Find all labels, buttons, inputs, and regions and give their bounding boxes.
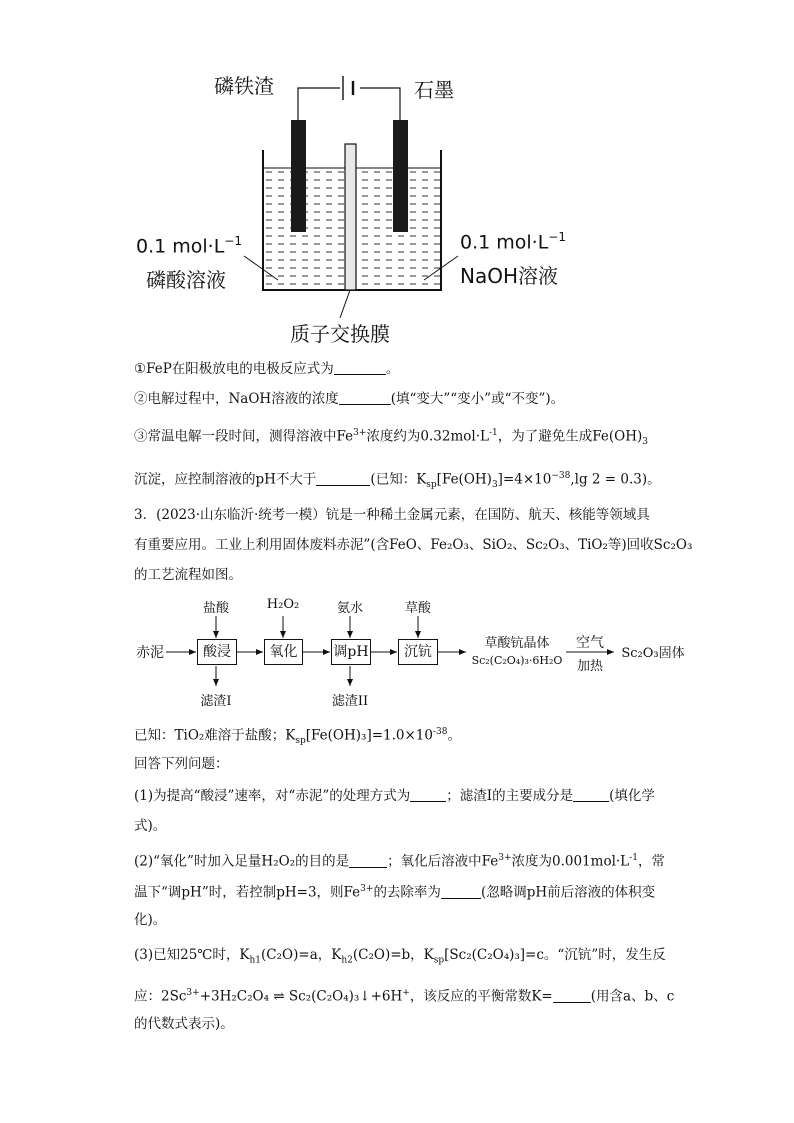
q3-answer-prompt: 回答下列问题： [134,756,229,772]
left-electrode [291,120,306,232]
right-solution-label: NaOH溶液 [460,264,558,288]
step-adjust-ph: 调pH [331,639,371,665]
answer-blank[interactable] [316,471,370,486]
answer-blank[interactable] [334,360,386,375]
right-concentration-label: 0.1 $mol\cdot L^{-1}$ [460,230,566,254]
answer-blank[interactable] [339,390,391,405]
q3-part3-line2: 应：$2Sc^{3+}+3H_2C_2O_4$ ⇌ Sc₂(C₂O₄)₃↓+6H+，该反应的平衡常数K= (用含a、b、c [134,988,675,1005]
q3-part3-line3: 的代数式表示)。 [134,1016,234,1032]
q3-part2-line3: 化)。 [134,912,167,928]
q3-part1-line2: 式)。 [134,818,167,834]
electrolysis-cell-drawing [0,0,794,340]
step-oxidation: 氧化 [264,639,303,665]
left-concentration-label: 0.1 $mol\cdot L^{-1}$ [136,234,242,258]
reagent-oxalic-acid: 草酸 [404,601,431,616]
reagent-hydrochloric-acid: 盐酸 [202,601,229,616]
left-solution-label: 磷酸溶液 [146,268,226,292]
answer-blank[interactable] [553,988,591,1003]
residue-2: 滤渣II [331,694,369,709]
step-scandium-precipitation: 沉钪 [398,639,438,665]
q3-part1-line1: (1)为提高“酸浸”速率，对“赤泥”的处理方式为 ；滤渣I的主要成分是 (填化学 [134,788,655,804]
crystal-name: 草酸钪晶体 [484,636,550,651]
right-electrode [393,120,408,232]
q2-sub1: ①FeP在阳极放电的电极反应式为 。 [134,361,400,377]
membrane-leader [340,290,350,318]
wire-right [360,88,400,120]
residue-1: 滤渣I [200,694,232,709]
answer-blank[interactable] [573,787,609,802]
q3-intro-line3: 的工艺流程如图。 [134,567,242,583]
q3-part2-line1: (2)“氧化”时加入足量H₂O₂的目的是 ；氧化后溶液中$Fe^{3+}$浓度为$0.001mol\cdot L^{-1}$，常 [134,853,665,870]
reagent-ammonia: 氨水 [336,601,363,616]
step-acid-leach: 酸浸 [197,639,237,665]
crystal-formula: Sc₂(C₂O₄)₃·6H₂O [471,654,563,667]
q3-part3-line1: (3)已知25℃时，$K_{h1}(C_2O)=a$，$K_{h2}(C_2O)=b$，$K_{sp}[Sc_2(C_2O_4)_3]=c$。“沉钪”时，发生反 [134,947,666,966]
membrane-label: 质子交换膜 [290,322,390,346]
answer-blank[interactable] [349,853,387,868]
q2-sub2: ②电解过程中，NaOH溶液的浓度 (填“变大”“变小”或“不变”)。 [134,391,565,407]
proton-exchange-membrane [345,144,356,290]
q2-sub3-line1: ③常温电解一段时间，测得溶液中$Fe^{3+}$浓度约为$0.32mol\cdot L^{-1}$，为了避免生成$Fe(OH)_3$ [134,428,648,448]
condition-air: 空气 [576,635,604,651]
q3-intro-line2: 有重要应用。工业上利用固体废料赤泥”(含FeO、Fe₂O₃、SiO₂、Sc₂O₃、TiO₂等)回收Sc₂O₃ [134,537,693,553]
answer-blank[interactable] [410,787,446,802]
left-electrode-label: 磷铁渣 [214,74,274,98]
wire-left [298,88,340,120]
q2-sub3-line2: 沉淀，应控制溶液的pH不大于 (已知：$K_{sp}[Fe(OH)_3]=4\times 10^{-38},\lg$ 2 = 0.3)。 [134,471,661,491]
q3-part2-line2: 温下“调pH”时，若控制pH=3，则$Fe^{3+}$的去除率为 (忽略调pH前后溶液的体积变 [134,884,656,901]
flow-start-red-mud: 赤泥 [136,645,164,661]
right-electrode-label: 石墨 [414,78,454,102]
q3-known: 已知：TiO₂难溶于盐酸；$K_{sp}[Fe(OH)_3]=1.0\times 10^{-38}$。 [134,727,461,747]
condition-heat: 加热 [576,659,603,674]
reagent-hydrogen-peroxide: H₂O₂ [266,597,300,612]
answer-blank[interactable] [441,884,481,899]
q3-intro-line1: 3．(2023·山东临沂·统考一模）钪是一种稀土金属元素，在国防、航天、核能等领域具 [134,507,650,523]
product-sc2o3: Sc₂O₃固体 [621,646,685,661]
